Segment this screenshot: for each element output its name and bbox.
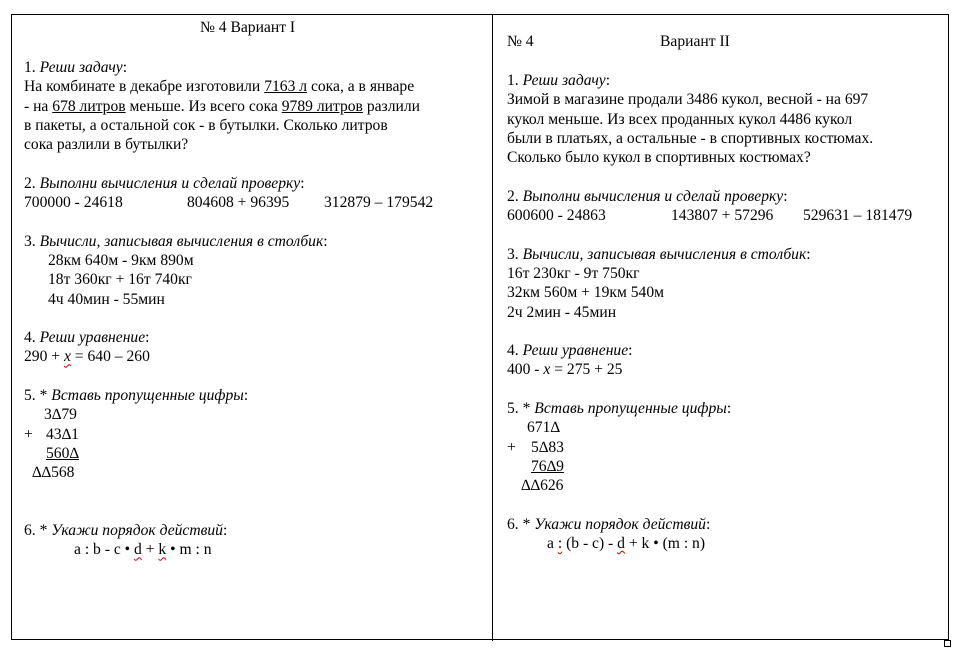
- r-task2-expressions: [507, 206, 937, 225]
- column-divider: [492, 14, 493, 641]
- task4-title: Реши уравнение: [39, 329, 146, 347]
- r-task2-heading: 2. Выполни вычисления и сделай проверку:: [507, 187, 788, 205]
- r-task1-heading: 1. Реши задачу:: [507, 72, 611, 89]
- r-plus-sign: +: [507, 438, 516, 456]
- variant-1-column: [24, 58, 486, 560]
- task5-row-1: 3∆79: [44, 406, 77, 424]
- task5-result: ∆∆568: [32, 464, 75, 482]
- left-header: № 4 Вариант I: [200, 19, 296, 36]
- task5-heading: 5. * Вставь пропущенные цифры:: [24, 387, 249, 405]
- task2-expr-2: 804608 + 96395: [187, 194, 290, 212]
- right-header-number: № 4: [507, 33, 534, 50]
- worksheet-table: [11, 14, 949, 640]
- task1-colon: :: [122, 59, 128, 76]
- r-task4-equation: 400 - х = 275 + 25: [507, 361, 623, 379]
- task3-line-2: 18т 360кг + 16т 740кг: [48, 271, 192, 289]
- task6-title: Укажи порядок действий: [51, 522, 223, 540]
- r-task3-line-3: 2ч 2мин - 45мин: [507, 303, 617, 321]
- r-task2-expr-3: 529631 – 181479: [803, 207, 913, 225]
- task6-expression: a : b - c • d + k • m : n: [74, 541, 212, 559]
- task5-row-3: 560∆: [46, 444, 79, 462]
- r-task2-title: Выполни вычисления и сделай проверку: [522, 187, 784, 205]
- task5-row-2: + 43∆1: [24, 425, 79, 443]
- r-task3-title: Вычисли, записывая вычисления в столбик: [522, 245, 807, 263]
- r-task4-heading: 4. Реши уравнение:: [507, 342, 633, 360]
- r-task3-heading: 3. Вычисли, записывая вычисления в столбик:: [507, 245, 811, 263]
- task1-number: 1.: [24, 59, 36, 76]
- task2-title: Выполни вычисления и сделай проверку: [39, 174, 301, 192]
- r-task1-line-2: кукол меньше. Из всех проданных кукол 4486 кукол: [507, 110, 853, 128]
- task2-expressions: [24, 193, 486, 212]
- r-task1-line-1: Зимой в магазине продали 3486 кукол, весной - на 697: [507, 91, 869, 109]
- r-task5-row-1: 671∆: [527, 419, 560, 437]
- task4-heading: 4. Реши уравнение:: [24, 329, 150, 347]
- task3-line-3: 4ч 40мин - 55мин: [48, 290, 165, 308]
- r-task5-row-3: 76∆9: [531, 457, 564, 475]
- task5-title: Вставь пропущенные цифры: [51, 387, 244, 405]
- r-task5-title: Вставь пропущенные цифры: [534, 400, 727, 418]
- underlined-quantity: 7163 л: [264, 78, 308, 96]
- plus-sign: +: [24, 425, 33, 443]
- r-task2-expr-2: 143807 + 57296: [671, 207, 774, 225]
- r-task1-title: Реши задачу: [522, 72, 606, 89]
- task2-expr-1: 700000 - 24618: [24, 194, 123, 212]
- variant-2-column: [507, 71, 937, 553]
- variable-x: х: [63, 348, 71, 366]
- r-task1-line-4: Сколько было кукол в спортивных костюмах?: [507, 149, 811, 167]
- underlined-quantity: 678 литров: [52, 97, 126, 115]
- r-task3-line-2: 32км 560м + 19км 540м: [507, 284, 664, 302]
- r-task6-heading: 6. * Укажи порядок действий:: [507, 515, 711, 533]
- task2-expr-3: 312879 – 179542: [324, 194, 434, 212]
- r-task4-title: Реши уравнение: [522, 342, 629, 360]
- r-task2-expr-1: 600600 - 24863: [507, 207, 606, 225]
- task1-line-4: сока разлили в бутылки?: [24, 136, 189, 154]
- r-task5-row-2: + 5∆83: [507, 438, 564, 456]
- r-task6-title: Укажи порядок действий: [534, 515, 706, 533]
- r-task1-line-3: были в платьях, а остальные - в спортивных костюмах.: [507, 129, 874, 147]
- r-task3-line-1: 16т 230кг - 9т 750кг: [507, 264, 640, 282]
- right-header-variant: Вариант II: [660, 33, 730, 50]
- task4-equation: 290 + х = 640 – 260: [24, 348, 150, 366]
- task1-line-1: На комбинате в декабре изготовили 7163 л сока, а в январе: [24, 78, 415, 96]
- task1-title: Реши задачу: [39, 59, 123, 76]
- task3-line-1: 28км 640м - 9км 890м: [48, 251, 194, 269]
- task1-line-3: в пакеты, а остальной сок - в бутылки. Сколько литров: [24, 116, 388, 134]
- task3-heading: 3. Вычисли, записывая вычисления в столбик:: [24, 232, 328, 250]
- task2-heading: 2. Выполни вычисления и сделай проверку:: [24, 174, 305, 192]
- r-task5-result: ∆∆626: [521, 477, 564, 495]
- task1-heading: [24, 58, 486, 77]
- task6-heading: 6. * Укажи порядок действий:: [24, 522, 228, 540]
- r-variable-x: х: [543, 361, 551, 379]
- r-task5-heading: 5. * Вставь пропущенные цифры:: [507, 400, 732, 418]
- resize-handle[interactable]: [944, 640, 951, 647]
- r-task6-expression: a : (b - c) - d + k • (m : n): [547, 535, 706, 553]
- underlined-quantity: 9789 литров: [281, 97, 363, 115]
- task1-line-2: - на 678 литров меньше. Из всего сока 9789 литров разлили: [24, 97, 420, 115]
- task3-title: Вычисли, записывая вычисления в столбик: [39, 232, 324, 250]
